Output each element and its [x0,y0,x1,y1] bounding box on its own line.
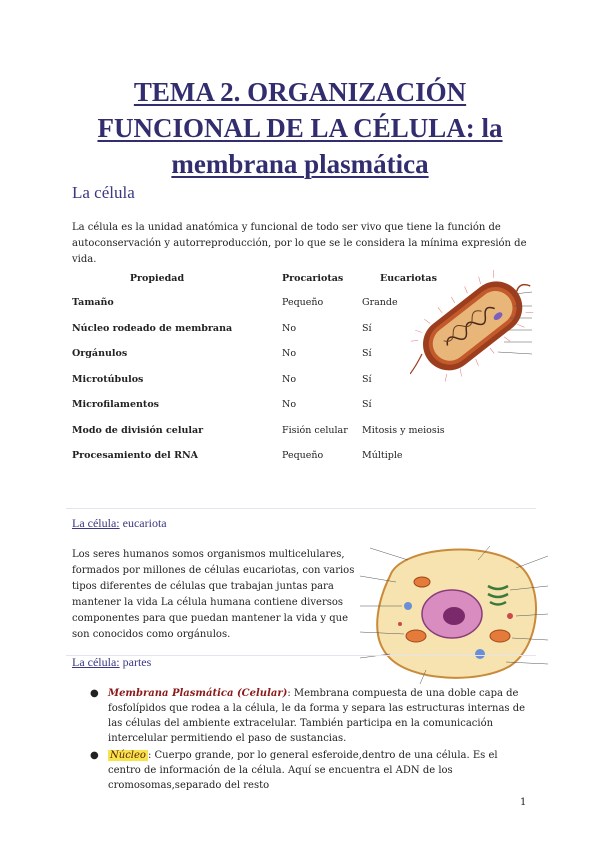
table-cell: Microfilamentos [72,399,159,411]
section-heading-parts [72,655,151,670]
term-description: : Membrana compuesta de una doble capa de fosfolípidos que rodea a la célula, le da forma y separa las estructuras internas de las células del ambiente extracelular. También participa en la comunicación intercelular permitiendo el paso de sustancias. [108,688,526,744]
eukaryote-cell-illustration [360,536,550,686]
table-cell: No [282,322,297,334]
heading-prefix: La célula: [72,655,120,669]
table-header: Procariotas [282,272,344,284]
title-line-3: membrana plasmática [171,149,429,179]
table-cell: Orgánulos [72,348,128,360]
table-cell: Pequeño [282,450,324,462]
term-description: : Cuerpo grande, por lo general esferoide,dentro de una célula. Es el centro de información de la célula. Aquí se encuentra el ADN de los cromosomas,separado del resto [108,750,498,791]
list-item [72,748,532,793]
table-cell: Sí [362,348,372,360]
table-row [72,392,480,418]
table-cell: No [282,399,297,411]
table-cell: Tamaño [72,297,114,309]
table-cell: No [282,373,297,385]
bullet-icon: ● [90,750,99,761]
parts-list [72,686,532,795]
section-heading-cell: La célula [72,183,135,202]
table-cell: Pequeño [282,297,324,309]
heading-suffix: eucariota [122,516,167,530]
page-number: 1 [520,797,527,808]
heading-prefix: La célula: [72,516,120,530]
table-cell: Núcleo rodeado de membrana [72,322,233,334]
table-header: Propiedad [129,272,185,284]
table-header: Eucariotas [380,272,437,284]
table-cell: Mitosis y meiosis [362,424,445,436]
eukaryote-paragraph: Los seres humanos somos organismos multicelulares, formados por millones de células eucariotas, con varios tipos diferentes de células que trabajan juntas para mantener la vida La célula humana contiene diversos componentes para que puedan mantener la vida y que son conocidos como orgánulos. [72,549,355,640]
section-divider [66,508,536,509]
table-cell: Múltiple [362,450,403,462]
table-cell: Microtúbulos [72,373,144,385]
title-line-1: TEMA 2. ORGANIZACIÓN [133,77,467,107]
table-row [72,443,480,469]
table-cell: Sí [362,399,372,411]
prokaryote-cell-illustration [410,262,540,387]
intro-paragraph: La célula es la unidad anatómica y funcional de todo ser vivo que tiene la función de autoconservación y autorreproducción, por lo que se le considera la mínima expresión de vida. [72,222,527,265]
title-line-2: FUNCIONAL DE LA CÉLULA: la [97,113,503,143]
bullet-icon: ● [90,688,99,699]
table-row [72,418,480,444]
table-cell: Sí [362,373,372,385]
table-cell: No [282,348,297,360]
table-cell: Fisión celular [282,424,348,436]
table-cell: Modo de división celular [72,424,204,436]
table-cell: Sí [362,322,372,334]
list-item [72,686,532,746]
section-heading-eukaryote [72,516,167,531]
page-title [60,74,540,182]
table-cell: Grande [362,297,398,309]
term-membrana: Membrana Plasmática (Celular) [108,688,288,699]
table-cell: Procesamiento del RNA [72,450,199,462]
heading-suffix: partes [122,655,152,669]
term-nucleo: Núcleo [110,750,146,761]
